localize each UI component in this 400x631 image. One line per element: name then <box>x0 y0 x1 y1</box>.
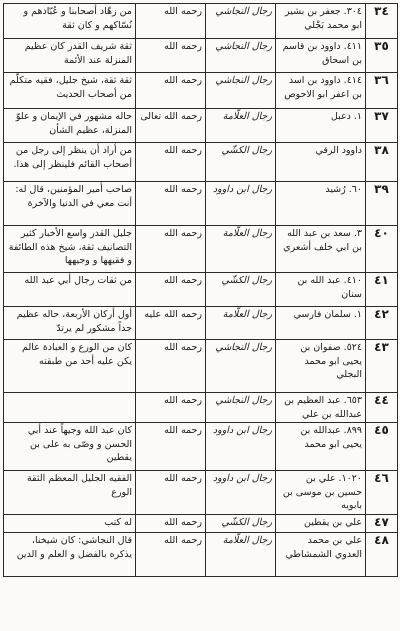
source-book: رجال الكشّي <box>206 273 276 307</box>
source-book: رجال الكشّي <box>206 143 276 182</box>
narrator-name: ٤١٤. داوود بن اسد بن اعفر ابو الاحوص <box>276 73 366 109</box>
source-book: رجال النجاشي <box>206 73 276 109</box>
row-number: ٤٨ <box>366 532 398 576</box>
source-book: رجال النجاشي <box>206 39 276 73</box>
table-row <box>4 532 398 576</box>
narrator-name: ٥٢٤. صفوان بن يحيى ابو محمد البجلي <box>276 340 366 393</box>
row-number: ٤٢ <box>366 307 398 340</box>
table-row <box>4 73 398 109</box>
tarahhum-phrase: رحمه الله تعالى <box>136 109 206 143</box>
narrator-name: ١. دعبل <box>276 109 366 143</box>
tarahhum-phrase: رحمه الله <box>136 4 206 39</box>
table-row <box>4 143 398 182</box>
row-number: ٣٤ <box>366 4 398 39</box>
narrator-description: من زهّاد أصحابنا و عُبّادهم و نُسّاكهم و كان ثقة <box>4 4 136 39</box>
row-number: ٣٧ <box>366 109 398 143</box>
tarahhum-phrase: رحمه الله <box>136 514 206 532</box>
tarahhum-phrase: رحمه الله <box>136 340 206 393</box>
table-row <box>4 226 398 273</box>
row-number: ٤٣ <box>366 340 398 393</box>
narrator-description: أول أركان الأربعة، حاله عظيم جداً مشكور لم يرتدّ <box>4 307 136 340</box>
source-book: رجال النجاشي <box>206 4 276 39</box>
tarahhum-phrase: رحمه الله <box>136 182 206 226</box>
tarahhum-phrase: رحمه الله <box>136 39 206 73</box>
source-book: رجال النجاشي <box>206 340 276 393</box>
narrator-name: ٤١٠. عبد الله بن سنان <box>276 273 366 307</box>
narrator-name: ٣. سعد بن عبد الله بن ابي خلف أشعري <box>276 226 366 273</box>
source-book: رجال ابن داوود <box>206 182 276 226</box>
narrator-description: ثقة ثقة، شيخ جليل، فقيه متكلّم من أصحاب الحديث <box>4 73 136 109</box>
narrator-name: علي بن يقطين <box>276 514 366 532</box>
narrator-name: ٦٥٣. عبد العظيم بن عبدالله بن علي <box>276 393 366 423</box>
row-number: ٤٤ <box>366 393 398 423</box>
narrator-name: ٨٩٩. عبدالله بن يحيى ابو محمد <box>276 423 366 471</box>
table-row <box>4 182 398 226</box>
row-number: ٤١ <box>366 273 398 307</box>
narrator-name: ٤١١. داوود بن قاسم بن اسحاق <box>276 39 366 73</box>
tarahhum-phrase: رحمه الله <box>136 226 206 273</box>
narrator-name: ٦٠. رُشيد <box>276 182 366 226</box>
table-row <box>4 393 398 423</box>
narrator-description: ثقة شريف القدر كان عظيم المنزلة عند الأئمة <box>4 39 136 73</box>
row-number: ٤٠ <box>366 226 398 273</box>
source-book: رجال العلّامة <box>206 109 276 143</box>
source-book: رجال الكشّي <box>206 514 276 532</box>
narrator-description: من ثقات رجال أبي عبد الله <box>4 273 136 307</box>
tarahhum-phrase: رحمه الله <box>136 423 206 471</box>
source-book: رجال ابن داوود <box>206 423 276 471</box>
source-book: رجال العلّامة <box>206 532 276 576</box>
narrator-name: ١٠٢٠. علي بن حسين بن موسى بن بابويه <box>276 471 366 515</box>
source-book: رجال العلّامة <box>206 226 276 273</box>
narrator-description: صاحب أمير المؤمنين، قال له: أنت معي في الدنيا والآخرة <box>4 182 136 226</box>
tarahhum-phrase: رحمه الله <box>136 393 206 423</box>
narrator-description: جليل القدر واسع الأخبار كثير التصانيف ثقة، شيخ هذه الطائفة و فقيهها و وجيهها <box>4 226 136 273</box>
tarahhum-phrase: رحمه الله <box>136 532 206 576</box>
source-book: رجال ابن داوود <box>206 471 276 515</box>
source-book: رجال العلّامة <box>206 307 276 340</box>
narrator-description: حاله مشهور في الإيمان و علوّ المنزلة، عظيم الشأن <box>4 109 136 143</box>
rijal-table <box>3 3 398 577</box>
row-number: ٣٩ <box>366 182 398 226</box>
source-book: رجال النجاشي <box>206 393 276 423</box>
narrator-description <box>4 393 136 423</box>
tarahhum-phrase: رحمه الله <box>136 471 206 515</box>
table-row <box>4 4 398 39</box>
narrator-description: كان من الورع و العبادة عالم يكن عليه أحد من طبقته <box>4 340 136 393</box>
tarahhum-phrase: رحمه الله <box>136 73 206 109</box>
table-row <box>4 109 398 143</box>
table-row <box>4 423 398 471</box>
tarahhum-phrase: رحمه الله <box>136 273 206 307</box>
narrator-description: الفقيه الجليل المعظم الثقة الورع <box>4 471 136 515</box>
row-number: ٤٧ <box>366 514 398 532</box>
narrator-description: من أراد أن ينظر إلى رجل من أصحاب القائم فلينظر إلى هذا. <box>4 143 136 182</box>
narrator-name: ١. سلمان فارسي <box>276 307 366 340</box>
row-number: ٣٥ <box>366 39 398 73</box>
narrator-description: له كتب <box>4 514 136 532</box>
row-number: ٣٦ <box>366 73 398 109</box>
table-row <box>4 514 398 532</box>
table-row <box>4 471 398 515</box>
narrator-name: ٣٠٤. جعفر بن بشير ابو محمد بَجْلي <box>276 4 366 39</box>
row-number: ٣٨ <box>366 143 398 182</box>
tarahhum-phrase: رحمه الله عليه <box>136 307 206 340</box>
table-body <box>4 4 398 577</box>
narrator-description: كان عبد الله وجيهاً عند أبي الحسن و وصّى به على بن يقطين <box>4 423 136 471</box>
narrator-name: علي بن محمد العدوي الشمشاطي <box>276 532 366 576</box>
table-row <box>4 340 398 393</box>
table-row <box>4 307 398 340</box>
tarahhum-phrase: رحمه الله <box>136 143 206 182</box>
narrator-description: قال النجاشي: كان شيخنا، يذكره بالفضل و العلم و الدين <box>4 532 136 576</box>
table-row <box>4 273 398 307</box>
row-number: ٤٥ <box>366 423 398 471</box>
narrator-name: داوود الرقي <box>276 143 366 182</box>
table-row <box>4 39 398 73</box>
row-number: ٤٦ <box>366 471 398 515</box>
